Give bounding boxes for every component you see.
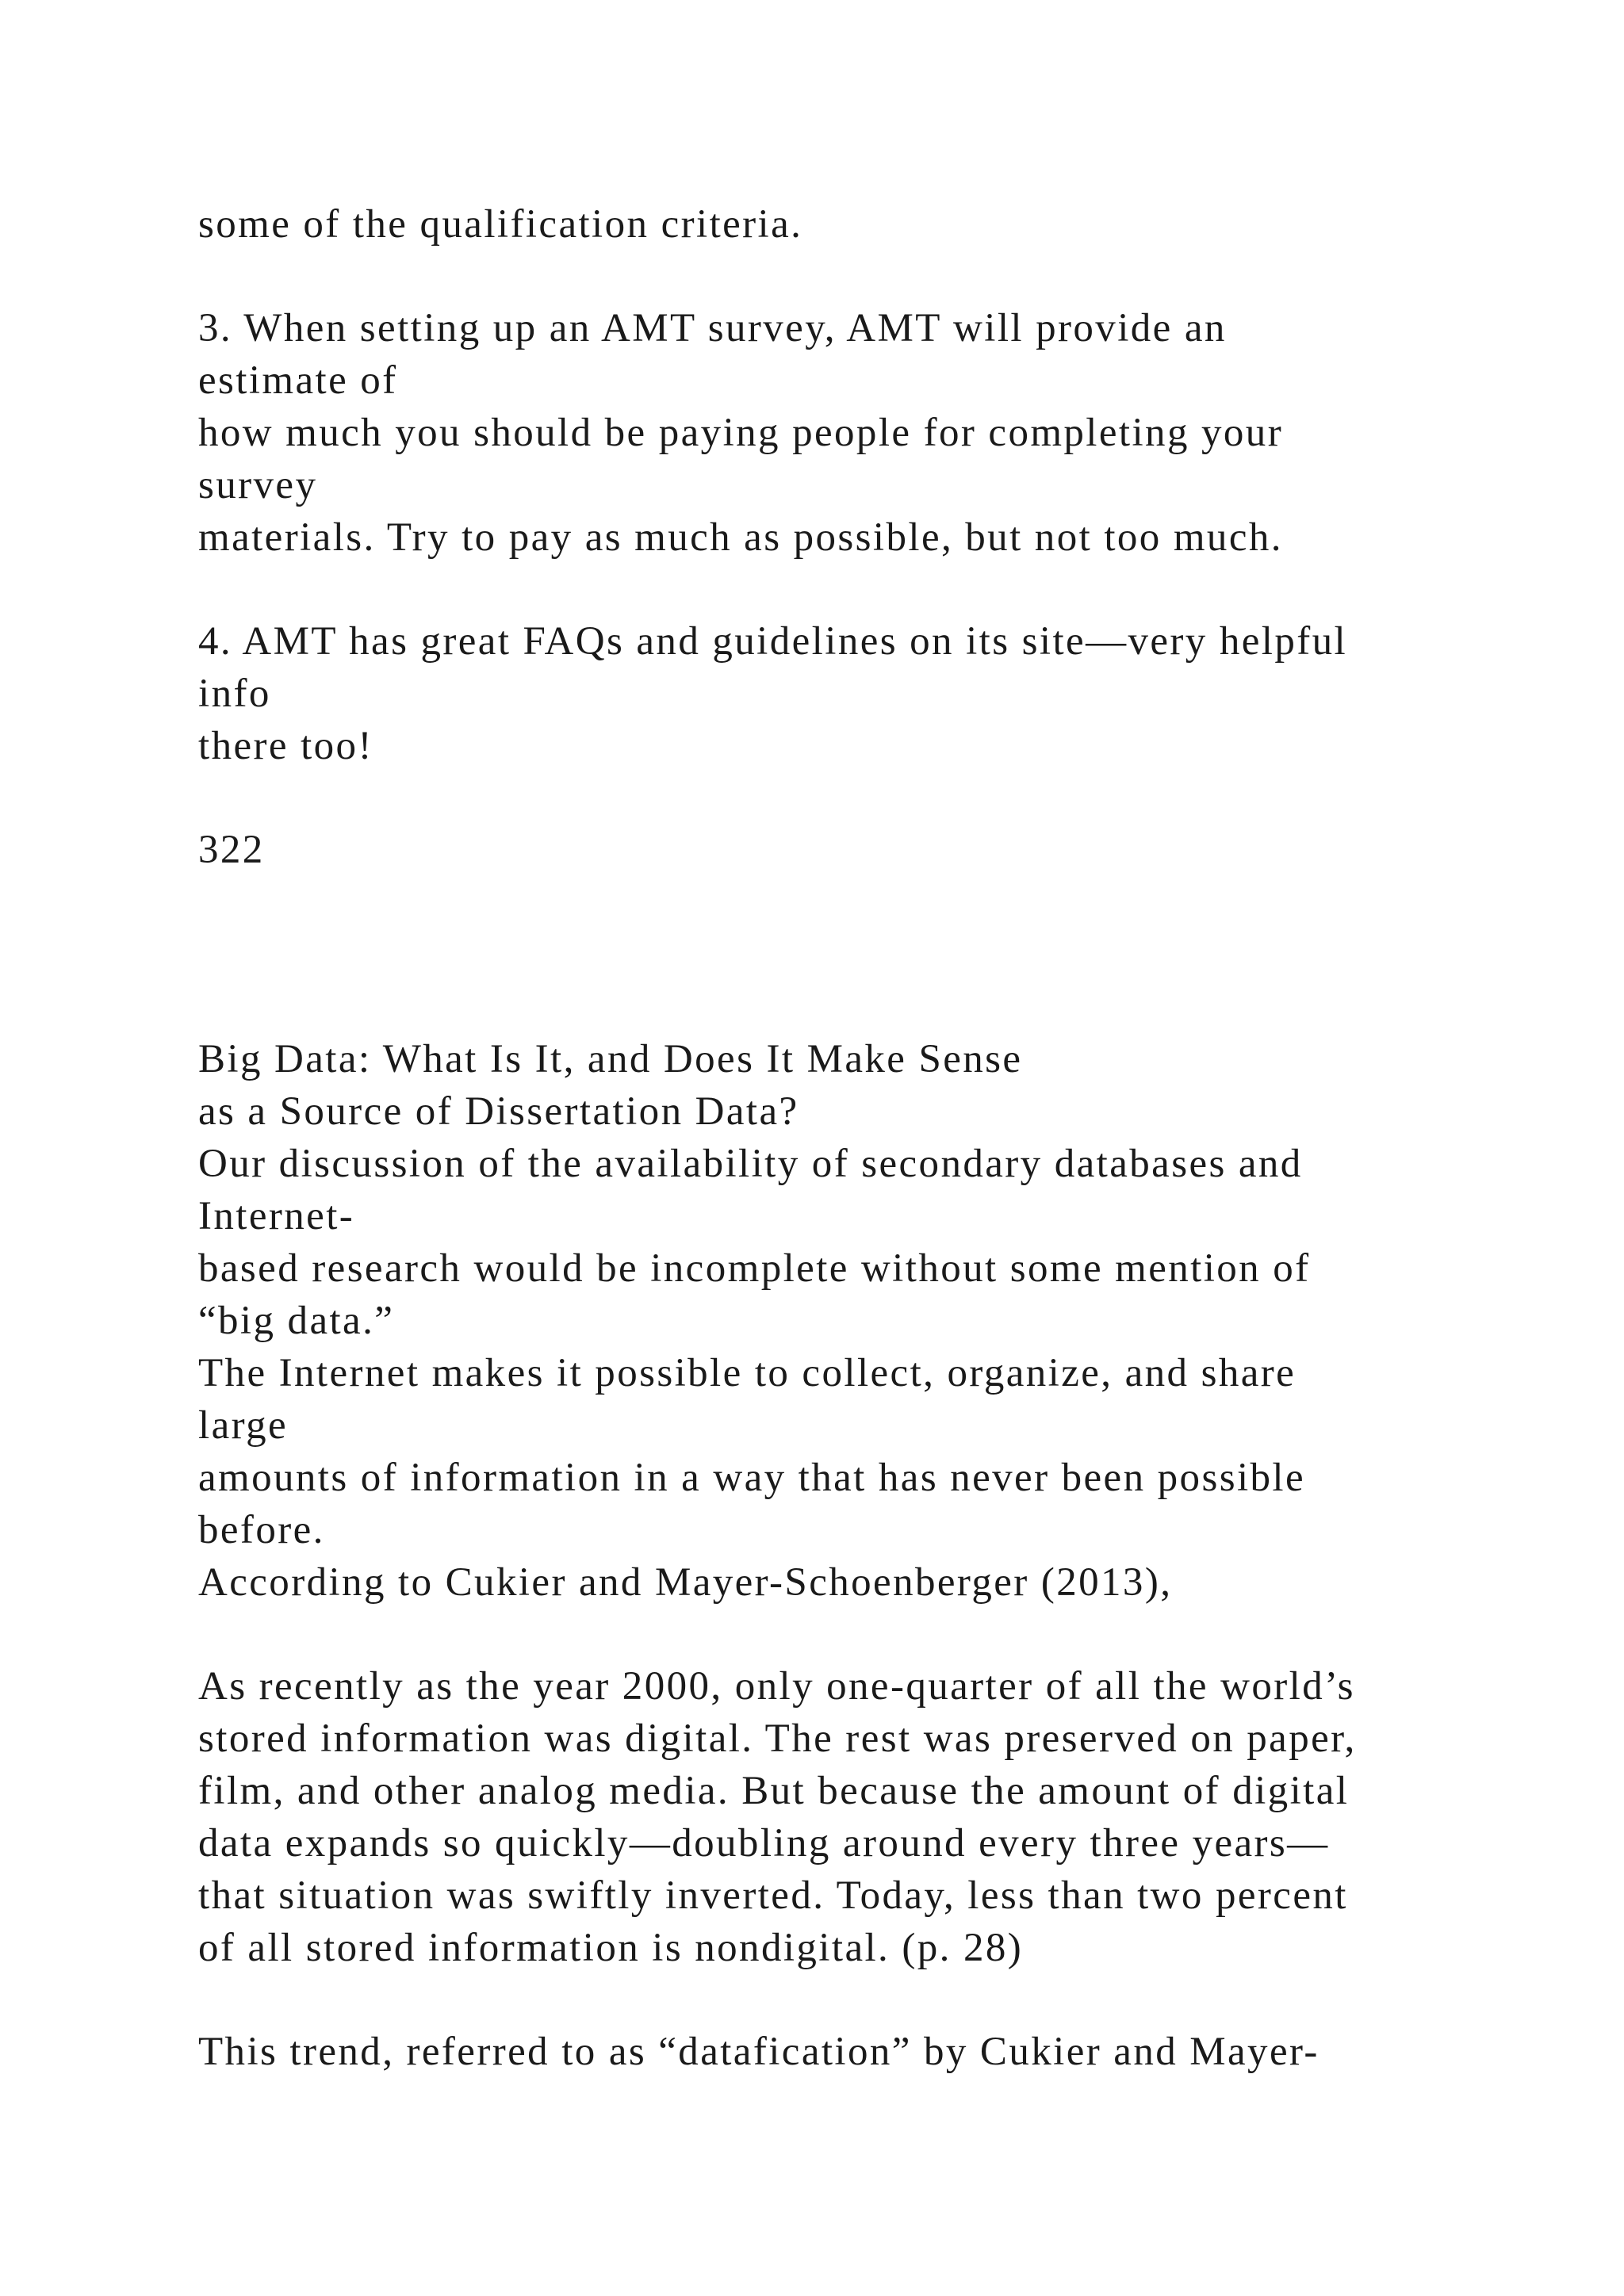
text-line: large — [198, 1403, 289, 1448]
quote-line: of all stored information is nondigital. (p. 28) — [198, 1926, 1024, 1970]
page-number: 322 — [198, 828, 265, 872]
text-line: survey — [198, 463, 318, 507]
text-line: Internet- — [198, 1194, 355, 1238]
quote-line: film, and other analog media. But because the amount of digital — [198, 1769, 1350, 1813]
quote-line: As recently as the year 2000, only one-quarter of all the world’s — [198, 1664, 1355, 1709]
text-line: estimate of — [198, 358, 398, 403]
text-line: 4. AMT has great FAQs and guidelines on its site—very helpful — [198, 619, 1348, 664]
quote-line: data expands so quickly—doubling around every three years— — [198, 1821, 1330, 1866]
text-line: how much you should be paying people for completing your — [198, 411, 1284, 455]
text-line: info — [198, 672, 271, 716]
quote-line: stored information was digital. The rest was preserved on paper, — [198, 1716, 1357, 1761]
text-line: materials. Try to pay as much as possible, but not too much. — [198, 515, 1283, 560]
text-line: The Internet makes it possible to collect, organize, and share — [198, 1351, 1297, 1395]
quote-line: that situation was swiftly inverted. Today, less than two percent — [198, 1873, 1348, 1918]
text-line: some of the qualification criteria. — [198, 202, 803, 247]
section-heading: Big Data: What Is It, and Does It Make Sense — [198, 1037, 1023, 1081]
text-line: there too! — [198, 724, 373, 768]
text-line: Our discussion of the availability of secondary databases and — [198, 1142, 1303, 1186]
text-line: According to Cukier and Mayer-Schoenberger (2013), — [198, 1560, 1173, 1605]
text-line: before. — [198, 1508, 325, 1552]
text-line: based research would be incomplete without some mention of — [198, 1246, 1311, 1291]
text-line: This trend, referred to as “datafication” by Cukier and Mayer- — [198, 2030, 1320, 2074]
section-heading: as a Source of Dissertation Data? — [198, 1089, 799, 1134]
text-line: amounts of information in a way that has never been possible — [198, 1456, 1306, 1500]
text-line: 3. When setting up an AMT survey, AMT will provide an — [198, 306, 1227, 350]
text-line: “big data.” — [198, 1299, 395, 1343]
